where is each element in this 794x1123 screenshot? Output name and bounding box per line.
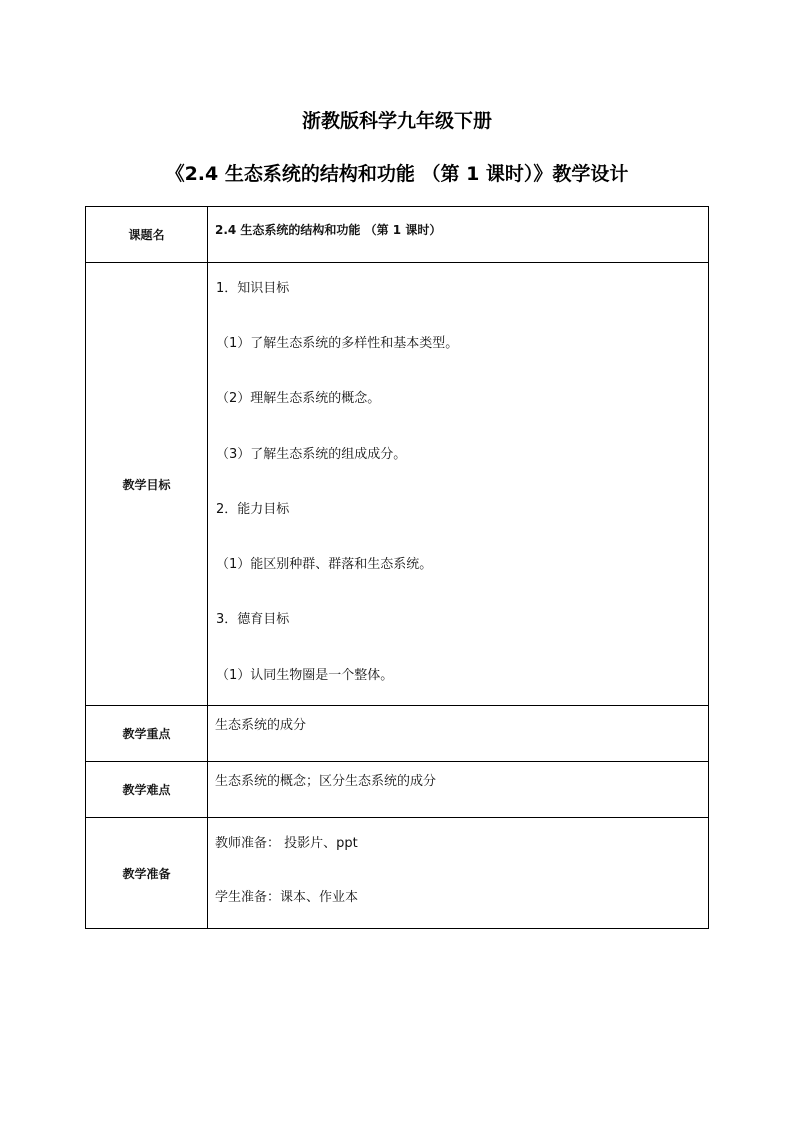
table-row-goals [86,263,709,706]
goal-line: 1．知识目标 [216,281,290,296]
difficulties-value: 生态系统的概念；区分生态系统的成分 [215,774,437,789]
preparation-cell [208,818,709,929]
key-points-label: 教学重点 [86,706,208,762]
goal-line: 2．能力目标 [216,502,290,517]
difficulties-cell [208,762,709,818]
lesson-plan-table [85,206,709,929]
goals-label: 教学目标 [86,263,208,706]
topic-cell [208,207,709,263]
key-points-cell [208,706,709,762]
goal-line: （1）认同生物圈是一个整体。 [216,668,394,683]
document-subject-heading: 浙教版科学九年级下册 [301,110,492,132]
goal-line: （1）了解生态系统的多样性和基本类型。 [216,336,459,351]
goal-line: （2）理解生态系统的概念。 [216,391,381,406]
goal-line: 3．德育目标 [216,612,290,627]
table-row-key-points [86,706,709,762]
table-row-difficulties [86,762,709,818]
goal-line: （3）了解生态系统的组成成分。 [216,447,407,462]
lesson-title: 《2.4 生态系统的结构和功能 （第 1 课时）》教学设计 [165,163,629,185]
goals-cell [208,263,709,706]
difficulties-label: 教学难点 [86,762,208,818]
key-points-value: 生态系统的成分 [215,718,307,733]
table-row-preparation [86,818,709,929]
preparation-label: 教学准备 [86,818,208,929]
table-row-topic [86,207,709,263]
goal-line: （1）能区别种群、群落和生态系统。 [216,557,433,572]
topic-label: 课题名 [86,207,208,263]
topic-value: 2.4 生态系统的结构和功能 （第 1 课时） [215,223,442,237]
student-preparation: 学生准备：课本、作业本 [215,890,359,905]
teacher-preparation: 教师准备： 投影片、ppt [215,836,358,851]
